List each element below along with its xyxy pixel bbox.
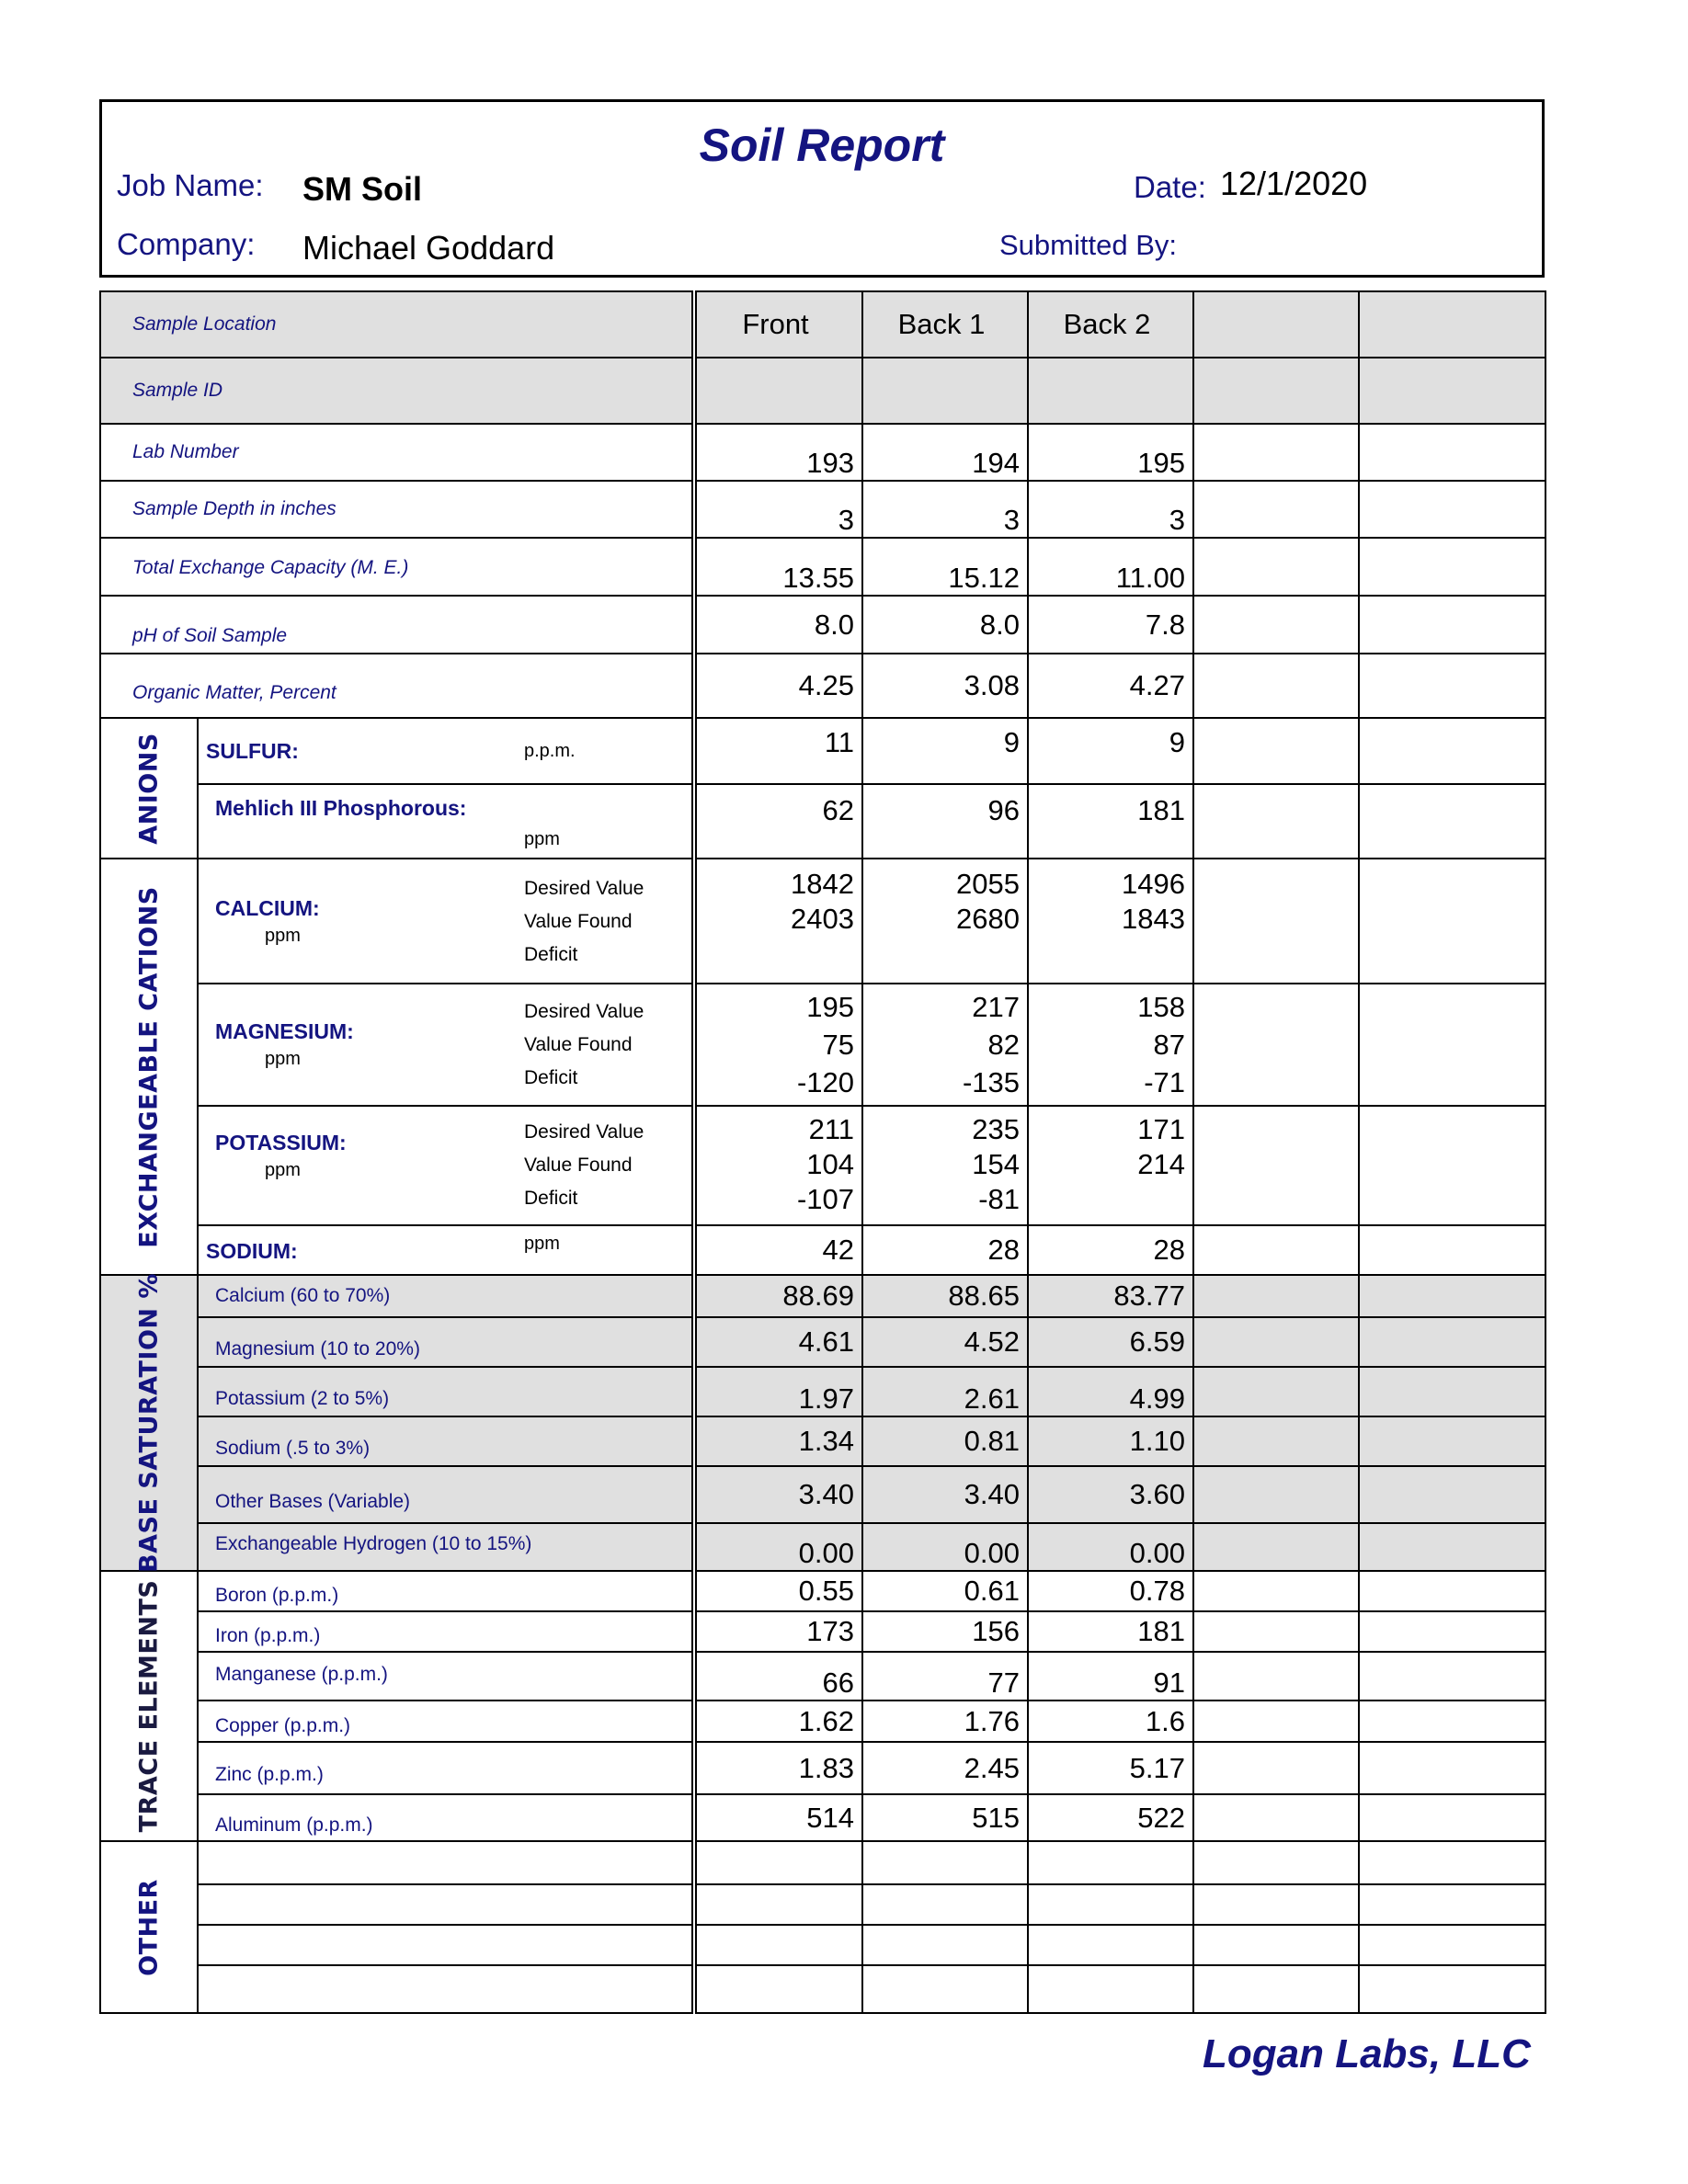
table-cell: [1193, 1884, 1359, 1925]
tec-label: Total Exchange Capacity (M. E.): [100, 538, 694, 596]
table-cell: [1359, 1701, 1545, 1742]
table-cell: 8.0: [694, 596, 862, 654]
table-cell: 3: [862, 481, 1028, 538]
table-cell: 7.8: [1028, 596, 1193, 654]
table-cell: [1359, 859, 1545, 984]
table-cell: 5.17: [1028, 1742, 1193, 1794]
table-cell: [1359, 1317, 1545, 1367]
potassium-row: [100, 1106, 1545, 1225]
trace-elements-section-label: TRACE ELEMENTS: [134, 1579, 164, 1833]
table-cell: [1193, 1652, 1359, 1701]
magnesium-cell: [694, 984, 862, 1106]
organic-matter-row: [100, 654, 1545, 718]
table-cell: [1193, 1317, 1359, 1367]
table-cell: 0.00: [862, 1523, 1028, 1571]
value-found: 82: [987, 1029, 1020, 1061]
table-cell: [1193, 424, 1359, 481]
table-cell: [1359, 654, 1545, 718]
table-cell: [1028, 1925, 1193, 1965]
value-found: 1843: [1122, 903, 1185, 935]
table-cell: 11: [694, 718, 862, 784]
table-cell: 0.81: [862, 1416, 1028, 1466]
desired-value: 195: [806, 991, 854, 1023]
table-cell: [1193, 1965, 1359, 2013]
table-cell: 1.97: [694, 1367, 862, 1416]
sulfur-label: SULFUR:: [206, 739, 299, 763]
table-cell: 2.61: [862, 1367, 1028, 1416]
desired-value: 171: [1137, 1113, 1185, 1145]
table-cell: 83.77: [1028, 1275, 1193, 1317]
table-cell: [1193, 784, 1359, 859]
table-cell: [1193, 481, 1359, 538]
ph-label: pH of Soil Sample: [100, 596, 694, 654]
table-cell: [1359, 1965, 1545, 2013]
magnesium-label: MAGNESIUM:: [215, 1019, 354, 1043]
potassium-cell: [862, 1106, 1028, 1225]
table-cell: [1193, 1701, 1359, 1742]
deficit-value: -81: [978, 1183, 1020, 1215]
table-cell: [198, 1841, 694, 1884]
ph-row: [100, 596, 1545, 654]
page-title: Soil Report: [699, 119, 945, 171]
value-found: 2403: [791, 903, 854, 935]
boron-row: [100, 1571, 1545, 1611]
magnesium-sublabels: [524, 995, 644, 1095]
table-cell: 62: [694, 784, 862, 859]
calcium-cell: [1028, 859, 1193, 984]
bs-hydrogen-label: Exchangeable Hydrogen (10 to 15%): [198, 1523, 694, 1571]
desired-value-label: Desired Value: [524, 878, 644, 899]
other-section-label: OTHER: [134, 1878, 164, 1976]
cations-section-label: EXCHANGEABLE CATIONS: [134, 885, 164, 1248]
column-header: Front: [694, 291, 862, 358]
table-cell: [1359, 1841, 1545, 1884]
table-cell: 11.00: [1028, 538, 1193, 596]
deficit-label: Deficit: [524, 944, 578, 965]
trace-elements-section: [100, 1571, 198, 1841]
desired-value: 217: [972, 991, 1020, 1023]
table-cell: [1193, 1925, 1359, 1965]
job-name-value: SM Soil: [302, 170, 423, 208]
column-header: Back 2: [1028, 291, 1193, 358]
other-row: [100, 1965, 1545, 2013]
table-cell: 8.0: [862, 596, 1028, 654]
anions-section: [100, 718, 198, 859]
cations-section: [100, 859, 198, 1275]
table-cell: 96: [862, 784, 1028, 859]
other-row: [100, 1925, 1545, 1965]
desired-value: 2055: [956, 868, 1020, 900]
table-cell: [1028, 1841, 1193, 1884]
table-cell: [1359, 1571, 1545, 1611]
other-row: [100, 1841, 1545, 1884]
table-cell: 3.40: [862, 1466, 1028, 1523]
soil-report-table: [99, 290, 1546, 2014]
zinc-label: Zinc (p.p.m.): [198, 1742, 694, 1794]
aluminum-label: Aluminum (p.p.m.): [198, 1794, 694, 1841]
desired-value-label: Desired Value: [524, 1001, 644, 1022]
table-cell: 91: [1028, 1652, 1193, 1701]
table-cell: [1359, 784, 1545, 859]
calcium-sublabels: [524, 872, 644, 972]
table-cell: 28: [862, 1225, 1028, 1275]
calcium-unit: ppm: [265, 926, 301, 946]
table-cell: [1193, 718, 1359, 784]
table-cell: 4.61: [694, 1317, 862, 1367]
calcium-label: CALCIUM:: [215, 896, 320, 920]
bs-sodium-label: Sodium (.5 to 3%): [198, 1416, 694, 1466]
potassium-sublabels: [524, 1116, 644, 1215]
desired-value-label: Desired Value: [524, 1121, 644, 1143]
table-cell: 0.78: [1028, 1571, 1193, 1611]
table-cell: [694, 1965, 862, 2013]
table-cell: 42: [694, 1225, 862, 1275]
table-cell: 181: [1028, 784, 1193, 859]
deficit-value: -120: [796, 1066, 854, 1098]
bs-calcium-row: [100, 1275, 1545, 1317]
table-cell: [198, 1925, 694, 1965]
table-cell: [694, 1884, 862, 1925]
company-value: Michael Goddard: [302, 229, 555, 267]
sample-location-label: Sample Location: [100, 291, 694, 358]
table-cell: [1359, 1925, 1545, 1965]
table-cell: 4.99: [1028, 1367, 1193, 1416]
table-cell: [1359, 358, 1545, 424]
table-cell: [1193, 538, 1359, 596]
table-cell: [1193, 596, 1359, 654]
job-name-label: Job Name:: [117, 168, 264, 202]
table-cell: 88.69: [694, 1275, 862, 1317]
boron-label: Boron (p.p.m.): [198, 1571, 694, 1611]
sulfur-unit: p.p.m.: [524, 741, 576, 761]
table-cell: [862, 358, 1028, 424]
potassium-unit: ppm: [265, 1160, 301, 1180]
table-cell: 193: [694, 424, 862, 481]
table-cell: 9: [862, 718, 1028, 784]
table-cell: 0.55: [694, 1571, 862, 1611]
table-cell: [1028, 358, 1193, 424]
desired-value: 1496: [1122, 868, 1185, 900]
table-cell: 173: [694, 1611, 862, 1652]
bs-other-bases-row: [100, 1466, 1545, 1523]
table-cell: 3.08: [862, 654, 1028, 718]
table-cell: [1359, 1794, 1545, 1841]
date-value: 12/1/2020: [1220, 165, 1368, 202]
table-cell: [1193, 984, 1359, 1106]
sulfur-row: [100, 718, 1545, 784]
magnesium-unit: ppm: [265, 1049, 301, 1069]
table-cell: 15.12: [862, 538, 1028, 596]
table-cell: [1359, 718, 1545, 784]
other-section: [100, 1841, 198, 2013]
date-label: Date:: [1134, 170, 1206, 204]
sodium-label: SODIUM:: [206, 1239, 298, 1263]
sodium-unit: ppm: [524, 1234, 560, 1254]
table-cell: 3.60: [1028, 1466, 1193, 1523]
magnesium-row: [100, 984, 1545, 1106]
magnesium-cell: [1028, 984, 1193, 1106]
value-found: 154: [972, 1148, 1020, 1180]
table-cell: [1193, 1571, 1359, 1611]
table-cell: 3: [1028, 481, 1193, 538]
magnesium-label-cell: [198, 984, 694, 1106]
copper-label: Copper (p.p.m.): [198, 1701, 694, 1742]
deficit-label: Deficit: [524, 1067, 578, 1088]
bs-magnesium-label: Magnesium (10 to 20%): [198, 1317, 694, 1367]
table-cell: [1028, 1965, 1193, 2013]
table-cell: [1359, 984, 1545, 1106]
table-cell: [1193, 1275, 1359, 1317]
table-cell: [198, 1884, 694, 1925]
potassium-label: POTASSIUM:: [215, 1131, 347, 1155]
table-cell: 66: [694, 1652, 862, 1701]
table-cell: 3: [694, 481, 862, 538]
table-cell: [1359, 1367, 1545, 1416]
table-cell: [862, 1965, 1028, 2013]
table-cell: 0.00: [1028, 1523, 1193, 1571]
table-cell: [1359, 481, 1545, 538]
table-cell: 522: [1028, 1794, 1193, 1841]
phosphorous-label: Mehlich III Phosphorous:: [215, 796, 467, 820]
table-cell: [1359, 538, 1545, 596]
table-cell: [1193, 1841, 1359, 1884]
sodium-row: [100, 1225, 1545, 1275]
table-cell: 13.55: [694, 538, 862, 596]
value-found: 104: [806, 1148, 854, 1180]
sulfur-label-cell: [198, 718, 694, 784]
phosphorous-row: [100, 784, 1545, 859]
manganese-row: [100, 1652, 1545, 1701]
desired-value: 1842: [791, 868, 854, 900]
table-cell: [1193, 1367, 1359, 1416]
table-cell: 1.10: [1028, 1416, 1193, 1466]
table-cell: [1359, 1884, 1545, 1925]
table-cell: [1193, 1611, 1359, 1652]
calcium-cell: [694, 859, 862, 984]
table-cell: 514: [694, 1794, 862, 1841]
sample-location-row: [100, 291, 1545, 358]
table-cell: [862, 1884, 1028, 1925]
iron-label: Iron (p.p.m.): [198, 1611, 694, 1652]
table-cell: 6.59: [1028, 1317, 1193, 1367]
sodium-label-cell: [198, 1225, 694, 1275]
zinc-row: [100, 1742, 1545, 1794]
table-cell: [1193, 859, 1359, 984]
iron-row: [100, 1611, 1545, 1652]
table-cell: [1359, 1225, 1545, 1275]
table-cell: 1.6: [1028, 1701, 1193, 1742]
table-cell: [1193, 654, 1359, 718]
table-cell: 1.83: [694, 1742, 862, 1794]
value-found-label: Value Found: [524, 1155, 633, 1176]
deficit-value: -135: [962, 1066, 1020, 1098]
table-cell: 3.40: [694, 1466, 862, 1523]
value-found: 2680: [956, 903, 1020, 935]
organic-matter-label: Organic Matter, Percent: [100, 654, 694, 718]
bs-sodium-row: [100, 1416, 1545, 1466]
value-found: 87: [1153, 1029, 1185, 1061]
bs-potassium-label: Potassium (2 to 5%): [198, 1367, 694, 1416]
table-cell: 77: [862, 1652, 1028, 1701]
table-cell: 156: [862, 1611, 1028, 1652]
table-cell: [862, 1841, 1028, 1884]
tec-row: [100, 538, 1545, 596]
table-cell: [198, 1965, 694, 2013]
table-cell: 0.00: [694, 1523, 862, 1571]
submitted-by-label: Submitted By:: [999, 229, 1177, 261]
bs-calcium-label: Calcium (60 to 70%): [198, 1275, 694, 1317]
table-cell: [1359, 1466, 1545, 1523]
sample-id-row: [100, 358, 1545, 424]
value-found-label: Value Found: [524, 911, 633, 932]
sample-id-label: Sample ID: [100, 358, 694, 424]
table-cell: [1193, 1466, 1359, 1523]
table-cell: 1.34: [694, 1416, 862, 1466]
table-cell: [1359, 596, 1545, 654]
manganese-label: Manganese (p.p.m.): [198, 1652, 694, 1701]
table-cell: [1193, 358, 1359, 424]
table-cell: [694, 1841, 862, 1884]
deficit-value: -107: [796, 1183, 854, 1215]
anions-section-label: ANIONS: [134, 732, 164, 845]
table-cell: 4.52: [862, 1317, 1028, 1367]
base-saturation-section-label: BASE SATURATION %: [134, 1273, 164, 1573]
table-cell: 2.45: [862, 1742, 1028, 1794]
table-cell: [1193, 1106, 1359, 1225]
value-found: 75: [822, 1029, 854, 1061]
calcium-label-cell: [198, 859, 694, 984]
table-cell: 28: [1028, 1225, 1193, 1275]
table-cell: [862, 1925, 1028, 1965]
table-cell: 515: [862, 1794, 1028, 1841]
calcium-row: [100, 859, 1545, 984]
table-cell: [1359, 1611, 1545, 1652]
other-row: [100, 1884, 1545, 1925]
table-cell: 181: [1028, 1611, 1193, 1652]
bs-hydrogen-row: [100, 1523, 1545, 1571]
phosphorous-unit: ppm: [524, 829, 560, 849]
magnesium-cell: [862, 984, 1028, 1106]
table-cell: 194: [862, 424, 1028, 481]
table-cell: 88.65: [862, 1275, 1028, 1317]
aluminum-row: [100, 1794, 1545, 1841]
table-cell: [694, 1925, 862, 1965]
value-found-label: Value Found: [524, 1034, 633, 1055]
table-cell: 1.62: [694, 1701, 862, 1742]
table-cell: [1193, 1742, 1359, 1794]
table-cell: [1359, 424, 1545, 481]
table-cell: 9: [1028, 718, 1193, 784]
phosphorous-label-cell: [198, 784, 694, 859]
table-cell: [1193, 1794, 1359, 1841]
table-cell: [1359, 1416, 1545, 1466]
bs-potassium-row: [100, 1367, 1545, 1416]
report-header: [99, 99, 1545, 278]
column-header: [1193, 291, 1359, 358]
calcium-cell: [862, 859, 1028, 984]
table-cell: [1359, 1742, 1545, 1794]
table-cell: [1193, 1225, 1359, 1275]
table-cell: [1359, 1523, 1545, 1571]
potassium-cell: [694, 1106, 862, 1225]
desired-value: 211: [808, 1113, 854, 1145]
table-cell: [1028, 1884, 1193, 1925]
copper-row: [100, 1701, 1545, 1742]
column-header: [1359, 291, 1545, 358]
table-cell: 0.61: [862, 1571, 1028, 1611]
table-cell: [1193, 1416, 1359, 1466]
desired-value: 158: [1137, 991, 1185, 1023]
sample-depth-label: Sample Depth in inches: [100, 481, 694, 538]
table-cell: [1359, 1275, 1545, 1317]
table-cell: [694, 358, 862, 424]
table-cell: 4.25: [694, 654, 862, 718]
lab-number-row: [100, 424, 1545, 481]
potassium-cell: [1028, 1106, 1193, 1225]
footer-company: Logan Labs, LLC: [1203, 2031, 1531, 2076]
potassium-label-cell: [198, 1106, 694, 1225]
base-saturation-section: [100, 1275, 198, 1571]
table-cell: [1359, 1652, 1545, 1701]
bs-other-bases-label: Other Bases (Variable): [198, 1466, 694, 1523]
column-header: Back 1: [862, 291, 1028, 358]
sample-depth-row: [100, 481, 1545, 538]
table-cell: 4.27: [1028, 654, 1193, 718]
table-cell: [1359, 1106, 1545, 1225]
deficit-label: Deficit: [524, 1188, 578, 1209]
table-cell: 1.76: [862, 1701, 1028, 1742]
bs-magnesium-row: [100, 1317, 1545, 1367]
lab-number-label: Lab Number: [100, 424, 694, 481]
table-cell: 195: [1028, 424, 1193, 481]
company-label: Company:: [117, 227, 256, 261]
value-found: 214: [1137, 1148, 1185, 1180]
desired-value: 235: [972, 1113, 1020, 1145]
table-cell: [1193, 1523, 1359, 1571]
deficit-value: -71: [1144, 1066, 1185, 1098]
